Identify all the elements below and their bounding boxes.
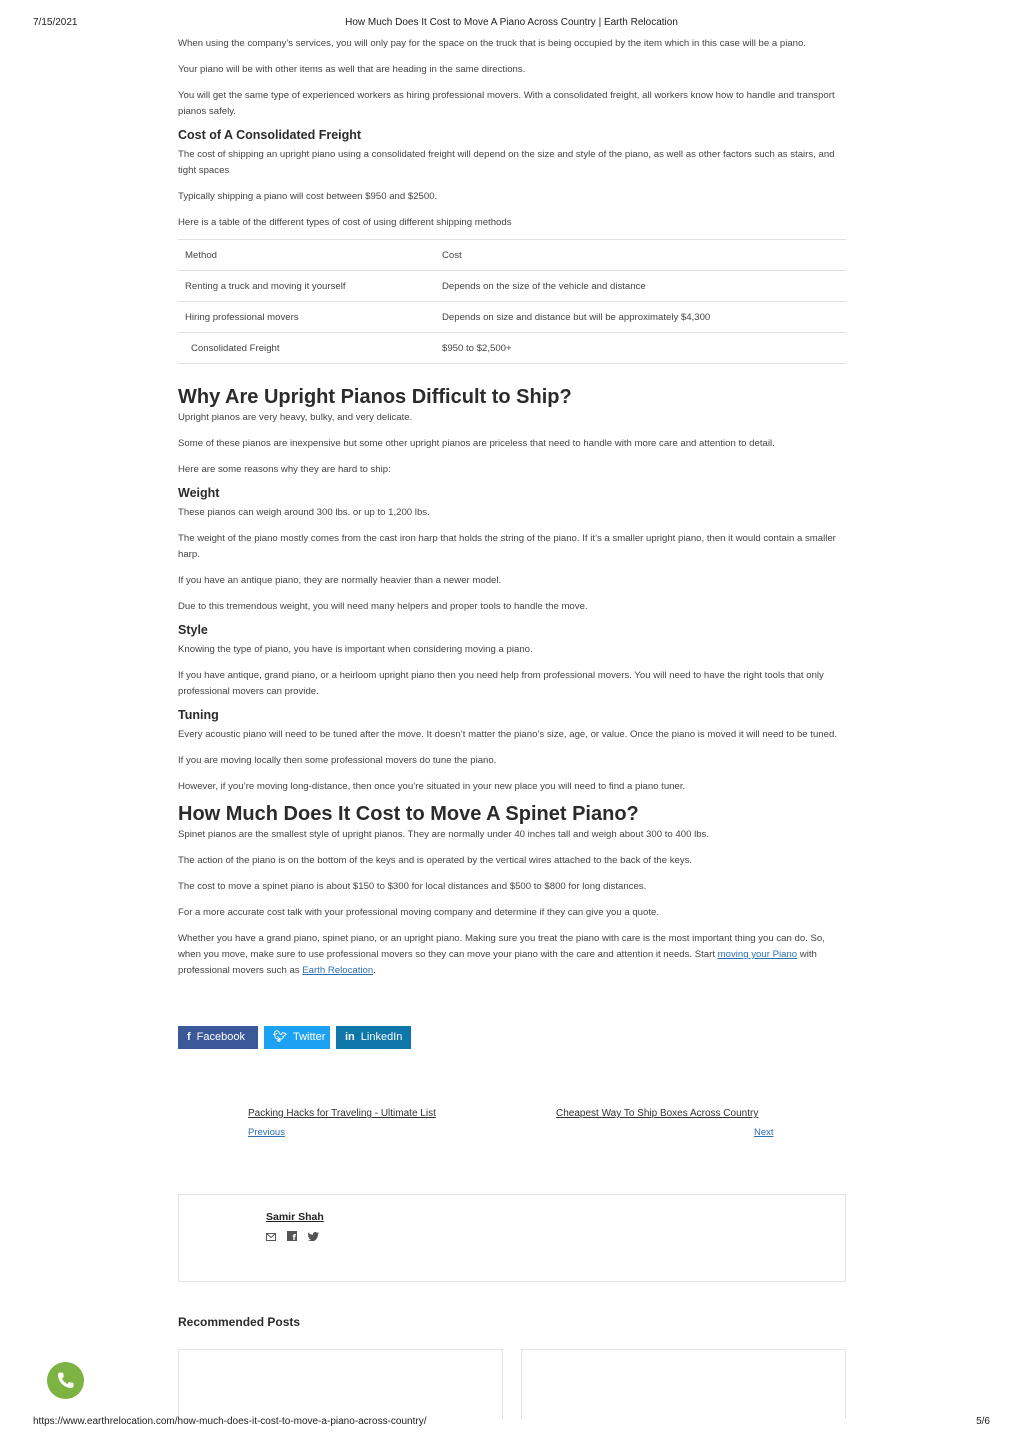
facebook-icon: f [187, 1031, 191, 1043]
author-social-icons [266, 1231, 327, 1244]
table-row [178, 271, 846, 302]
table-header-cell: Method [178, 240, 435, 271]
phone-icon [47, 1362, 84, 1399]
paragraph: You will get the same type of experienced workers as hiring professional movers. With a consolidated freight, all workers know how to handle and transport pianos safely. [178, 90, 835, 117]
table-header-cell: Cost [435, 240, 846, 271]
table-row [178, 240, 846, 271]
heading-spinet-cost: How Much Does It Cost to Move A Spinet Piano? [178, 803, 639, 825]
linkedin-share-button[interactable] [336, 1026, 411, 1049]
paragraph: However, if you’re moving long-distance, then once you’re situated in your new place you will need to find a piano tuner. [178, 781, 686, 792]
print-page-title: How Much Does It Cost to Move A Piano Across Country | Earth Relocation [345, 17, 678, 28]
paragraph: Upright pianos are very heavy, bulky, and very delicate. [178, 412, 413, 423]
print-page-number: 5/6 [976, 1416, 990, 1427]
linkedin-share-label: LinkedIn [360, 1031, 403, 1043]
twitter-icon: 🐦︎ [273, 1031, 287, 1043]
linkedin-icon: in [345, 1031, 355, 1043]
paragraph: These pianos can weigh around 300 lbs. or up to 1,200 lbs. [178, 507, 430, 518]
print-url: https://www.earthrelocation.com/how-much-does-it-cost-to-move-a-piano-across-country/ [33, 1416, 427, 1427]
table-cell: Renting a truck and moving it yourself [178, 271, 435, 302]
paragraph: Due to this tremendous weight, you will need many helpers and proper tools to handle the move. [178, 601, 588, 612]
closing-text: . [373, 965, 376, 976]
paragraph: For a more accurate cost talk with your professional moving company and determine if they can give you a quote. [178, 907, 659, 918]
paragraph: Here are some reasons why they are hard to ship: [178, 464, 391, 475]
heading-style: Style [178, 623, 208, 637]
recommended-post-card[interactable] [521, 1349, 846, 1419]
closing-text: with professional movers such as [178, 949, 817, 976]
print-date: 7/15/2021 [33, 17, 78, 28]
paragraph: Every acoustic piano will need to be tuned after the move. It doesn’t matter the piano’s size, age, or value. Once the piano is moved it will need to be tuned. [178, 729, 837, 740]
call-button[interactable] [47, 1362, 84, 1399]
recommended-post-card[interactable] [178, 1349, 503, 1419]
table-cell: $950 to $2,500+ [435, 333, 846, 364]
paragraph: The weight of the piano mostly comes from the cast iron harp that holds the string of the piano. If it’s a smaller upright piano, then it would contain a smaller harp. [178, 533, 836, 560]
closing-text: Whether you have a grand piano, spinet piano, or an upright piano. Making sure you treat the piano with care is the most important thing you can do. So, when you move, make sure to use professional movers so they can move your piano with the care and attention it needs. Start [178, 933, 825, 960]
table-cell: Depends on size and distance but will be approximately $4,300 [435, 302, 846, 333]
twitter-icon[interactable] [308, 1232, 319, 1244]
author-name[interactable]: Samir Shah [266, 1211, 324, 1223]
email-icon[interactable] [266, 1233, 276, 1244]
heading-tuning: Tuning [178, 708, 219, 722]
twitter-share-label: Twitter [292, 1031, 326, 1043]
facebook-share-label: Facebook [196, 1031, 245, 1043]
next-post-link[interactable]: Cheapest Way To Ship Boxes Across Country [556, 1108, 759, 1119]
previous-post-link[interactable]: Packing Hacks for Traveling - Ultimate List [248, 1108, 436, 1119]
facebook-share-button[interactable] [178, 1026, 258, 1049]
heading-cost-consolidated-freight: Cost of A Consolidated Freight [178, 128, 362, 142]
earth-relocation-link[interactable]: Earth Relocation [302, 965, 374, 976]
paragraph: Your piano will be with other items as well that are heading in the same directions. [178, 64, 526, 75]
paragraph: Typically shipping a piano will cost between $950 and $2500. [178, 191, 438, 202]
paragraph: The cost to move a spinet piano is about $150 to $300 for local distances and $500 to $800 for long distances. [178, 881, 647, 892]
heading-weight: Weight [178, 486, 220, 500]
paragraph: If you have an antique piano, they are normally heavier than a newer model. [178, 575, 502, 586]
author-box [178, 1194, 846, 1282]
paragraph: Knowing the type of piano, you have is important when considering moving a piano. [178, 644, 533, 655]
recommended-posts-heading: Recommended Posts [178, 1315, 301, 1329]
twitter-share-button[interactable] [264, 1026, 330, 1049]
next-label[interactable]: Next [754, 1127, 774, 1138]
paragraph: If you are moving locally then some professional movers do tune the piano. [178, 755, 497, 766]
table-row [178, 333, 846, 364]
moving-your-piano-link[interactable]: moving your Piano [717, 949, 798, 960]
closing-paragraph [178, 931, 846, 979]
paragraph: The cost of shipping an upright piano using a consolidated freight will depend on the size and style of the piano, as well as other factors such as stairs, and tight spaces [178, 149, 835, 176]
article-content [178, 36, 846, 979]
paragraph: The action of the piano is on the bottom of the keys and is operated by the vertical wires attached to the back of the keys. [178, 855, 693, 866]
paragraph: Some of these pianos are inexpensive but some other upright pianos are priceless that need to handle with more care and attention to detail. [178, 438, 775, 449]
table-cell: Hiring professional movers [178, 302, 435, 333]
paragraph: Here is a table of the different types of cost of using different shipping methods [178, 217, 512, 228]
table-row [178, 302, 846, 333]
previous-label[interactable]: Previous [248, 1127, 285, 1138]
print-header [0, 17, 1023, 31]
svg-text:f: f [292, 1233, 296, 1241]
facebook-icon[interactable] [287, 1231, 297, 1244]
paragraph: When using the company’s services, you will only pay for the space on the truck that is being occupied by the item which in this case will be a piano. [178, 38, 807, 49]
table-cell: Consolidated Freight [178, 333, 435, 364]
paragraph: If you have antique, grand piano, or a heirloom upright piano then you need help from professional movers. You will need to have the right tools that only professional movers can provide. [178, 670, 824, 697]
heading-why-difficult: Why Are Upright Pianos Difficult to Ship? [178, 386, 572, 408]
shipping-cost-table [178, 239, 846, 364]
table-cell: Depends on the size of the vehicle and distance [435, 271, 846, 302]
paragraph: Spinet pianos are the smallest style of upright pianos. They are normally under 40 inches tall and weigh about 300 to 400 lbs. [178, 829, 710, 840]
